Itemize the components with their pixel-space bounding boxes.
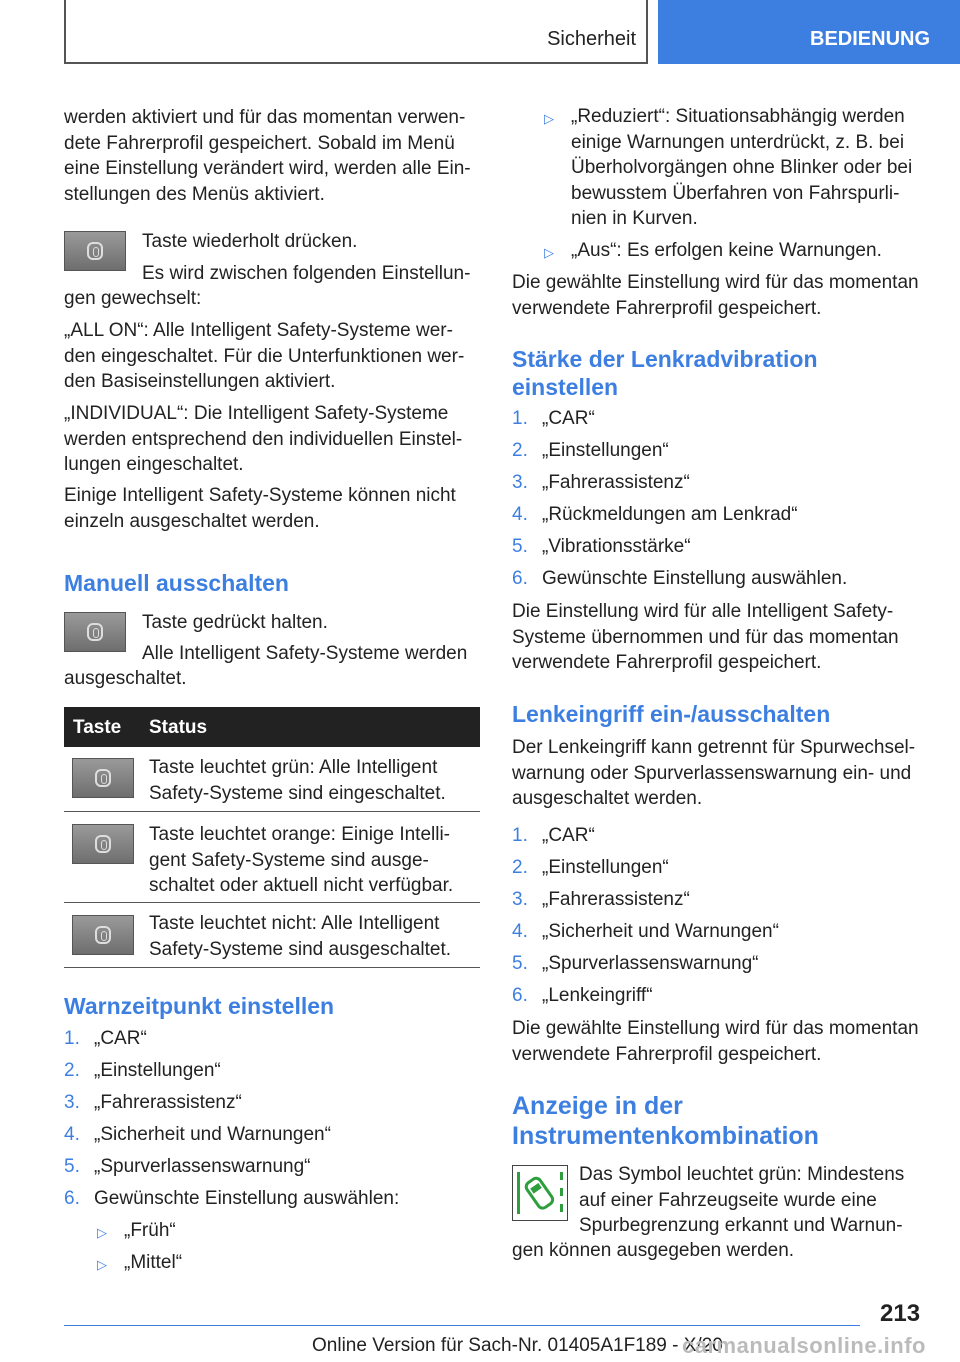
steering-intervention-heading: Lenkeingriff ein-/ausschalten bbox=[512, 701, 831, 727]
list-item: 2. „Einstellungen“ bbox=[512, 440, 669, 461]
list-item: 3. „Fahrerassistenz“ bbox=[64, 1092, 242, 1113]
table-row bbox=[64, 812, 480, 903]
display-text: Das Symbol leuchtet grün: Mindestens auf einer Fahrzeugseite wurde eine Spurbegrenzung erkannt und Warnun- bbox=[579, 1164, 905, 1236]
all-on-paragraph: „ALL ON“: Alle Intelligent Safety-Systeme wer- den eingeschaltet. Für die Unterfunktionen wer- den Basiseinstellungen aktiviert. bbox=[64, 320, 465, 392]
manual-off-heading: Manuell ausschalten bbox=[64, 570, 289, 596]
triangle-bullet-icon: ▷ bbox=[97, 1257, 107, 1272]
list-item: 4. „Rückmeldungen am Lenkrad“ bbox=[512, 504, 798, 525]
list-item: 5. „Spurverlassenswarnung“ bbox=[512, 953, 759, 974]
toggle-text-line1: Es wird zwischen folgenden Einstellun- bbox=[142, 263, 471, 284]
triangle-bullet-icon: ▷ bbox=[544, 245, 554, 260]
saved-note-2: Die gewählte Einstellung wird für das momentan verwendete Fahrerprofil gespeichert. bbox=[512, 1018, 919, 1065]
list-item: 4. „Sicherheit und Warnungen“ bbox=[64, 1124, 331, 1145]
button-orange-image bbox=[72, 824, 134, 864]
display-heading: Anzeige in der Instrumentenkombination bbox=[512, 1092, 819, 1150]
table-header bbox=[64, 707, 480, 747]
status-cell: Taste leuchtet orange: Einige Intelli- gent Safety-Systeme sind ausge- schaltet oder aktuell nicht verfügbar. bbox=[149, 824, 454, 896]
button-green-image bbox=[72, 758, 134, 798]
saved-note-1: Die gewählte Einstellung wird für das momentan verwendete Fahrerprofil gespeichert. bbox=[512, 272, 919, 319]
button-off-image bbox=[72, 915, 134, 955]
list-item: 2. „Einstellungen“ bbox=[512, 857, 669, 878]
option-early: „Früh“ bbox=[124, 1220, 176, 1241]
list-item: 5. „Vibrationsstärke“ bbox=[512, 536, 691, 557]
some-systems-paragraph: Einige Intelligent Safety-Systeme können nicht einzeln ausgeschaltet werden. bbox=[64, 485, 456, 532]
list-item: 1. „CAR“ bbox=[64, 1028, 147, 1049]
table-row bbox=[64, 747, 480, 812]
page-number: 213 bbox=[880, 1300, 921, 1327]
warn-time-heading: Warnzeitpunkt einstellen bbox=[64, 993, 335, 1019]
individual-paragraph: „INDIVIDUAL“: Die Intelligent Safety-Systeme werden entsprechend den individuellen Einstel- lungen eingeschaltet. bbox=[64, 403, 463, 475]
list-item: 5. „Spurverlassenswarnung“ bbox=[64, 1156, 311, 1177]
vibration-note: Die Einstellung wird für alle Intelligent Safety- Systeme übernommen und für das momentan verwendete Fahrerprofil gespeichert. bbox=[512, 601, 899, 673]
status-cell: Taste leuchtet nicht: Alle Intelligent Safety-Systeme sind ausgeschaltet. bbox=[149, 913, 452, 960]
safety-button-image bbox=[64, 231, 126, 271]
steering-intervention-intro: Der Lenkeingriff kann getrennt für Spurwechsel- warnung oder Spurverlassenswarnung ein- und ausgeschaltet werden. bbox=[512, 737, 916, 809]
list-item: 6. „Lenkeingriff“ bbox=[512, 985, 653, 1006]
col-header-button: Taste bbox=[73, 717, 122, 738]
vibration-steps-list bbox=[512, 406, 847, 598]
chapter-tab-label: BEDIENUNG bbox=[810, 28, 931, 50]
list-item: 1. „CAR“ bbox=[512, 408, 595, 429]
option-medium: „Mittel“ bbox=[124, 1252, 183, 1273]
safety-icon bbox=[87, 623, 103, 641]
safety-icon bbox=[95, 835, 111, 853]
table-row bbox=[64, 903, 480, 968]
list-item: 3. „Fahrerassistenz“ bbox=[512, 889, 690, 910]
safety-icon bbox=[95, 769, 111, 787]
online-version-text: Online Version für Sach-Nr. 01405A1F189 - X/20 bbox=[312, 1335, 723, 1356]
list-item: 4. „Sicherheit und Warnungen“ bbox=[512, 921, 779, 942]
steering-steps-list bbox=[512, 823, 779, 1015]
option-reduced: „Reduziert“: Situationsabhängig werden einige Warnungen unterdrückt, z. B. bei Überholvorgängen ohne Blinker oder bei bewusstem Überfahren von Fahrspurli- nien in Kurven. bbox=[571, 106, 913, 229]
list-item: 1. „CAR“ bbox=[512, 825, 595, 846]
option-off: „Aus“: Es erfolgen keine Warnungen. bbox=[571, 240, 882, 261]
safety-icon bbox=[87, 242, 103, 260]
lane-assist-icon bbox=[512, 1165, 568, 1221]
press-again-text: Taste wiederholt drücken. bbox=[142, 231, 358, 252]
intro-paragraph: werden aktiviert und für das momentan verwen- dete Fahrerprofil gespeichert. Sobald im Menü eine Einstellung verändert wird, werden alle Ein- stellungen des Menüs aktiviert. bbox=[64, 107, 471, 205]
warn-steps-list bbox=[64, 1026, 399, 1218]
all-off-line1: Alle Intelligent Safety-Systeme werden bbox=[142, 643, 468, 664]
triangle-bullet-icon: ▷ bbox=[544, 111, 554, 126]
list-item: 2. „Einstellungen“ bbox=[64, 1060, 221, 1081]
col-header-status: Status bbox=[149, 717, 208, 738]
vibration-heading: Stärke der Lenkradvibration einstellen bbox=[512, 346, 818, 400]
list-item: 6. Gewünschte Einstellung auswählen: bbox=[64, 1188, 400, 1209]
hold-text: Taste gedrückt halten. bbox=[142, 612, 328, 633]
all-off-line2: ausgeschaltet. bbox=[64, 668, 187, 689]
list-item: 3. „Fahrerassistenz“ bbox=[512, 472, 690, 493]
display-text-end: gen können ausgegeben werden. bbox=[512, 1240, 795, 1261]
chapter-tab[interactable] bbox=[658, 0, 960, 64]
status-table bbox=[64, 707, 480, 968]
toggle-text-line2: gen gewechselt: bbox=[64, 288, 202, 309]
safety-button-image bbox=[64, 612, 126, 652]
watermark: carmanualsonline.info bbox=[682, 1333, 926, 1358]
list-item: 6. Gewünschte Einstellung auswählen. bbox=[512, 568, 848, 589]
section-title: Sicherheit bbox=[547, 28, 636, 50]
triangle-bullet-icon: ▷ bbox=[97, 1225, 107, 1240]
status-cell: Taste leuchtet grün: Alle Intelligent Safety-Systeme sind eingeschaltet. bbox=[149, 757, 446, 804]
safety-icon bbox=[95, 926, 111, 944]
footer-divider bbox=[64, 1325, 860, 1326]
